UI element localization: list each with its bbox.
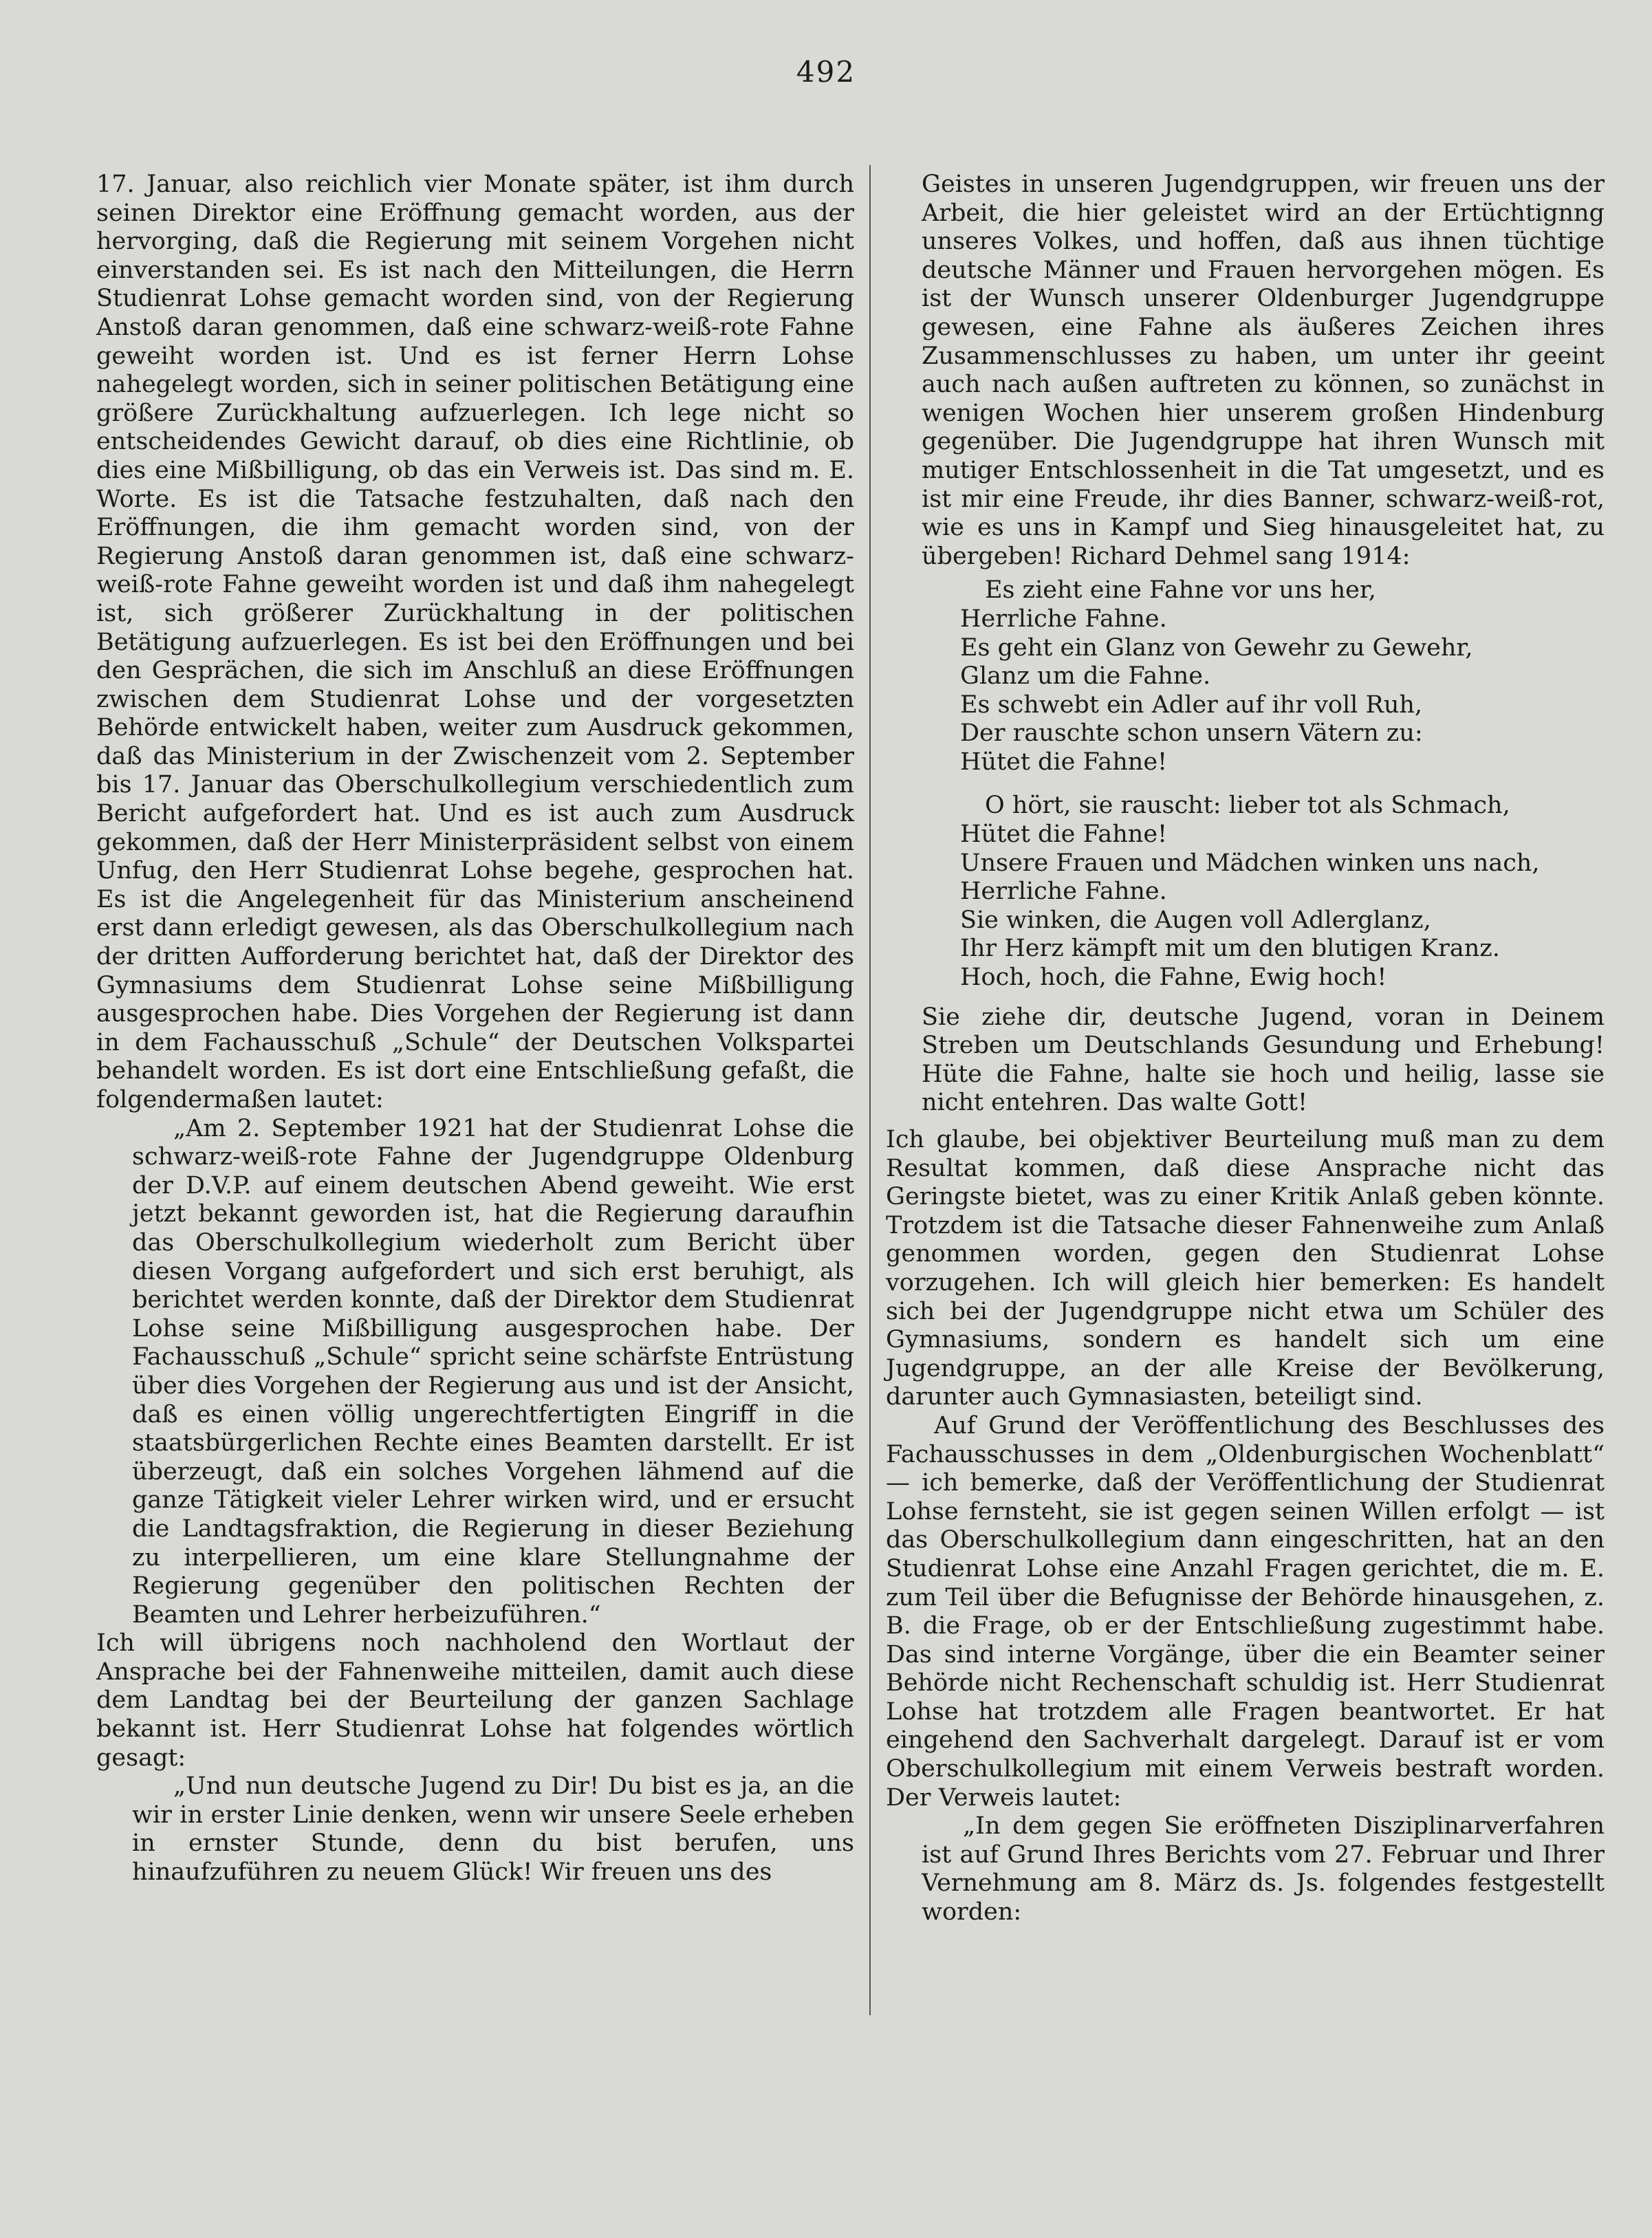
poem-line: Hütet die Fahne! [960, 748, 1168, 776]
poem-line: O hört, sie rauscht: lieber tot als Schmach, [985, 792, 1510, 820]
speech-closing: Sie ziehe dir, deutsche Jugend, voran in Deinem Streben um Deutschlands Gesundung und Erhebung! Hüte die Fahne, halte sie hoch und heilig, lasse sie nicht entehren. Das walte Gott! [922, 1003, 1605, 1117]
speech-quote-continued: Geistes in unseren Jugendgruppen, wir freuen uns der Arbeit, die hier geleistet wird an der Ertüchtignng unseres Volkes, und hoffen, daß aus ihnen tüchtige deutsche Männer und Frauen hervorgehen mögen. Es ist der Wunsch unserer Oldenburger Jugendgruppe gewesen, eine Fahne als äußeres Zeichen ihres Zusammenschlusses zu haben, um unter ihr geeint auch nach außen auftreten zu können, so zunächst in wenigen Wochen hier unserem großen Hindenburg gegenüber. Die Jugendgruppe hat ihren Wunsch mit mutiger Entschlossenheit in die Tat umgesetzt, und es ist mir eine Freude, ihr dies Banner, schwarz-weiß-rot, wie es uns in Kampf und Sieg hinausgeleitet hat, zu übergeben! Richard Dehmel sang 1914: [922, 171, 1605, 570]
left-paragraph-2: Ich will übrigens noch nachholend den Wortlaut der Ansprache bei der Fahnenweihe mitteilen, damit auch diese dem Landtag bei der Beurteilung der ganzen Sachlage bekannt ist. Herr Studienrat Lohse hat folgendes wörtlich gesagt: [96, 1629, 854, 1772]
right-column [886, 171, 1605, 1927]
poem-line: Glanz um die Fahne. [960, 662, 1211, 691]
poem-line: Es zieht eine Fahne vor uns her, [985, 576, 1376, 605]
reprimand-quote: „In dem gegen Sie eröffneten Disziplinarverfahren ist auf Grund Ihres Berichts vom 27. Februar und Ihrer Vernehmung am 8. März ds. Js. folgendes festgestellt worden: [922, 1812, 1605, 1926]
speech-quote-start: „Und nun deutsche Jugend zu Dir! Du bist es ja, an die wir in erster Linie denken, wenn wir unsere Seele erheben in ernster Stunde, denn du bist berufen, uns hinaufzuführen zu neuem Glück! Wir freuen uns des [132, 1772, 854, 1887]
poem-line: Ihr Herz kämpft mit um den blutigen Kranz. [960, 935, 1500, 963]
poem-line: Herrliche Fahne. [960, 878, 1167, 906]
poem-line: Hoch, hoch, die Fahne, Ewig hoch! [960, 964, 1387, 992]
poem-line: Unsere Frauen und Mädchen winken uns nach, [960, 849, 1540, 877]
poem-line: Der rauschte schon unsern Vätern zu: [960, 719, 1423, 748]
poem-line: Es geht ein Glanz von Gewehr zu Gewehr, [960, 633, 1473, 662]
page-number: 492 [796, 55, 856, 89]
right-paragraph-2: Auf Grund der Veröffentlichung des Beschlusses des Fachausschusses in dem „Oldenburgischen Wochenblatt“ — ich bemerke, daß der Veröffentlichung der Studienrat Lohse fernsteht, sie ist gegen seinen Willen erfolgt — ist das Oberschulkollegium dann eingeschritten, hat an den Studienrat Lohse eine Anzahl Fragen gerichtet, die m. E. zum Teil über die Befugnisse der Behörde hinausgehen, z. B. die Frage, ob er der Entschließung zugestimmt habe. Das sind interne Vorgänge, über die ein Beamter seiner Behörde nicht Rechenschaft schuldig ist. Herr Studienrat Lohse hat trotzdem alle Fragen beantwortet. Er hat eingehend den Sachverhalt dargelegt. Darauf ist er vom Oberschulkollegium mit einem Verweis bestraft worden. Der Verweis lautet: [886, 1411, 1605, 1812]
poem-line: Herrliche Fahne. [960, 605, 1167, 633]
right-paragraph-1: Ich glaube, bei objektiver Beurteilung muß man zu dem Resultat kommen, daß diese Ansprache nicht das Geringste bietet, was zu einer Kritik Anlaß geben könnte. Trotzdem ist die Tatsache dieser Fahnenweihe zum Anlaß genommen worden, gegen den Studienrat Lohse vorzugehen. Ich will gleich hier bemerken: Es handelt sich bei der Jugendgruppe nicht etwa um Schüler des Gymnasiums, sondern es handelt sich um eine Jugendgruppe, an der alle Kreise der Bevölkerung, darunter auch Gymnasiasten, beteiligt sind. [886, 1126, 1605, 1411]
poem-line: Hütet die Fahne! [960, 821, 1168, 849]
poem-line: Es schwebt ein Adler auf ihr voll Ruh, [960, 691, 1423, 719]
poem-line: Sie winken, die Augen voll Adlerglanz, [960, 906, 1431, 934]
stanza-gap [960, 776, 1605, 792]
left-column [96, 171, 854, 1887]
dehmel-poem [960, 576, 1605, 992]
resolution-quote: „Am 2. September 1921 hat der Studienrat Lohse die schwarz-weiß-rote Fahne der Jugendgruppe Oldenburg der D.V.P. auf einem deutschen Abend geweiht. Wie erst jetzt bekannt geworden ist, hat die Regierung daraufhin das Oberschulkollegium wiederholt zum Bericht über diesen Vorgang aufgefordert und sich erst beruhigt, als berichtet werden konnte, daß der Direktor dem Studienrat Lohse seine Mißbilligung ausgesprochen habe. Der Fachausschuß „Schule“ spricht seine schärfste Entrüstung über dies Vorgehen der Regierung aus und ist der Ansicht, daß es einen völlig ungerechtfertigten Eingriff in die staatsbürgerlichen Rechte eines Beamten darstellt. Er ist überzeugt, daß ein solches Vorgehen lähmend auf die ganze Tätigkeit vieler Lehrer wirken wird, und er ersucht die Landtagsfraktion, die Regierung in dieser Beziehung zu interpellieren, um eine klare Stellungnahme der Regierung gegenüber den politischen Rechten der Beamten und Lehrer herbeizuführen.“ [132, 1114, 854, 1629]
left-paragraph-1: 17. Januar, also reichlich vier Monate später, ist ihm durch seinen Direktor eine Eröffnung gemacht worden, aus der hervorging, daß die Regierung mit seinem Vorgehen nicht einverstanden sei. Es ist nach den Mitteilungen, die Herrn Studienrat Lohse gemacht worden sind, von der Regierung Anstoß daran genommen, daß eine schwarz-weiß-rote Fahne geweiht worden ist. Und es ist ferner Herrn Lohse nahegelegt worden, sich in seiner politischen Betätigung eine größere Zurückhaltung aufzuerlegen. Ich lege nicht so entscheidendes Gewicht darauf, ob dies eine Richtlinie, ob dies eine Mißbilligung, ob das ein Verweis ist. Das sind m. E. Worte. Es ist die Tatsache festzuhalten, daß nach den Eröffnungen, die ihm gemacht worden sind, von der Regierung Anstoß daran genommen ist, daß eine schwarz-weiß-rote Fahne geweiht worden ist und daß ihm nahegelegt ist, sich größerer Zurückhaltung in der politischen Betätigung aufzuerlegen. Es ist bei den Eröffnungen und bei den Gesprächen, die sich im Anschluß an diese Eröffnungen zwischen dem Studienrat Lohse und der vorgesetzten Behörde entwickelt haben, weiter zum Ausdruck gekommen, daß das Ministerium in der Zwischenzeit vom 2. September bis 17. Januar das Oberschulkollegium verschiedentlich zum Bericht aufgefordert hat. Und es ist auch zum Ausdruck gekommen, daß der Herr Ministerpräsident selbst von einem Unfug, den Herr Studienrat Lohse begehe, gesprochen hat. Es ist die Angelegenheit für das Ministerium anscheinend erst dann erledigt gewesen, als das Oberschulkollegium nach der dritten Aufforderung berichtet hat, daß der Direktor des Gymnasiums dem Studienrat Lohse seine Mißbilligung ausgesprochen habe. Dies Vorgehen der Regierung ist dann in dem Fachausschuß „Schule“ der Deutschen Volkspartei behandelt worden. Es ist dort eine Entschließung gefaßt, die folgendermaßen lautet: [96, 171, 854, 1113]
column-divider [869, 165, 871, 2015]
